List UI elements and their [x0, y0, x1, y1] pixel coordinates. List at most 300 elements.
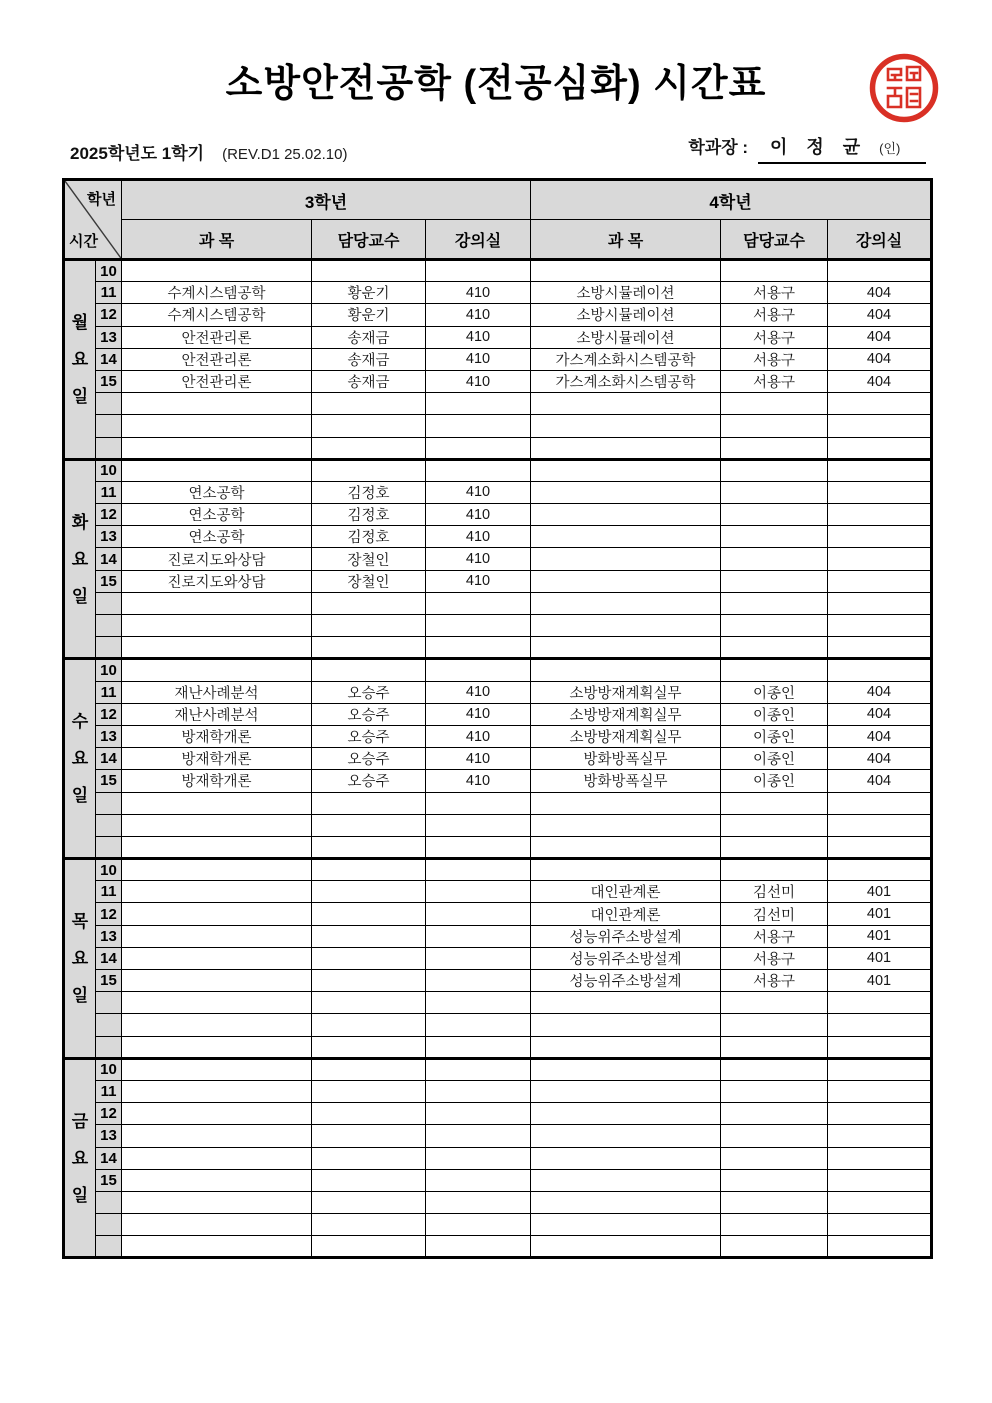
subject-cell — [122, 814, 312, 836]
subject-cell: 안전관리론 — [122, 326, 312, 348]
room-cell — [426, 1236, 531, 1258]
time-cell: 13 — [96, 526, 122, 548]
time-cell: 14 — [96, 548, 122, 570]
room-cell — [426, 1214, 531, 1236]
table-row — [64, 1214, 932, 1236]
room-cell: 404 — [828, 725, 932, 747]
subject-cell — [122, 459, 312, 481]
professor-cell — [721, 1169, 828, 1191]
table-row — [64, 725, 932, 747]
room-cell: 410 — [426, 548, 531, 570]
subject-cell — [531, 504, 721, 526]
table-row — [64, 437, 932, 459]
room-cell — [426, 1058, 531, 1080]
col-header-subject-4: 과 목 — [531, 220, 721, 260]
subject-cell — [531, 1014, 721, 1036]
subject-cell — [122, 792, 312, 814]
subject-cell: 진로지도와상담 — [122, 548, 312, 570]
table-row — [64, 859, 932, 881]
room-cell — [828, 792, 932, 814]
time-cell: 15 — [96, 1169, 122, 1191]
col-header-room-3: 강의실 — [426, 220, 531, 260]
room-cell: 410 — [426, 703, 531, 725]
professor-cell: 송재금 — [312, 348, 426, 370]
subject-cell — [122, 415, 312, 437]
time-cell: 15 — [96, 970, 122, 992]
professor-cell: 서용구 — [721, 970, 828, 992]
subject-cell — [531, 836, 721, 858]
professor-cell: 이종인 — [721, 748, 828, 770]
table-row — [64, 881, 932, 903]
professor-cell — [312, 947, 426, 969]
subject-cell: 재난사례분석 — [122, 681, 312, 703]
room-cell — [426, 925, 531, 947]
time-cell: 13 — [96, 725, 122, 747]
subject-cell — [531, 260, 721, 282]
table-row — [64, 1014, 932, 1036]
room-cell: 410 — [426, 681, 531, 703]
professor-cell: 오승주 — [312, 748, 426, 770]
professor-cell — [721, 814, 828, 836]
room-cell — [426, 393, 531, 415]
room-cell — [828, 1080, 932, 1102]
room-cell: 410 — [426, 326, 531, 348]
room-cell — [426, 881, 531, 903]
room-cell — [426, 814, 531, 836]
subject-cell: 가스계소화시스템공학 — [531, 348, 721, 370]
room-cell — [828, 592, 932, 614]
time-cell: 12 — [96, 703, 122, 725]
subject-cell — [531, 1125, 721, 1147]
room-cell — [426, 859, 531, 881]
professor-cell — [721, 1236, 828, 1258]
professor-cell: 오승주 — [312, 681, 426, 703]
room-cell: 410 — [426, 725, 531, 747]
professor-cell — [312, 637, 426, 659]
time-cell: 14 — [96, 947, 122, 969]
room-cell — [426, 792, 531, 814]
room-cell — [426, 1125, 531, 1147]
seal-placeholder-text: (인) — [879, 141, 901, 156]
professor-cell — [312, 1125, 426, 1147]
professor-cell — [312, 1103, 426, 1125]
time-cell: 10 — [96, 659, 122, 681]
professor-cell — [721, 1058, 828, 1080]
day-block-3 — [64, 859, 932, 1059]
table-row — [64, 1236, 932, 1258]
time-cell — [96, 592, 122, 614]
professor-cell — [312, 992, 426, 1014]
room-cell: 404 — [828, 348, 932, 370]
table-row — [64, 393, 932, 415]
room-cell: 404 — [828, 326, 932, 348]
room-cell: 404 — [828, 748, 932, 770]
subject-cell: 수계시스템공학 — [122, 282, 312, 304]
approver-title: 학과장 : — [688, 138, 748, 157]
time-cell: 13 — [96, 925, 122, 947]
table-row — [64, 260, 932, 282]
table-row — [64, 370, 932, 392]
room-cell — [828, 1058, 932, 1080]
room-cell — [426, 992, 531, 1014]
room-cell — [828, 859, 932, 881]
subject-cell: 방화방폭실무 — [531, 770, 721, 792]
room-cell: 401 — [828, 947, 932, 969]
room-cell: 410 — [426, 570, 531, 592]
room-cell: 410 — [426, 370, 531, 392]
professor-cell — [312, 1036, 426, 1058]
professor-cell — [312, 1214, 426, 1236]
time-cell: 11 — [96, 681, 122, 703]
subject-cell — [122, 925, 312, 947]
time-cell — [96, 992, 122, 1014]
subject-cell: 소방시뮬레이션 — [531, 304, 721, 326]
room-cell: 404 — [828, 703, 932, 725]
subject-cell — [122, 836, 312, 858]
room-cell — [426, 1080, 531, 1102]
professor-cell — [721, 437, 828, 459]
semester-label: 2025학년도 1학기 — [70, 144, 205, 163]
subject-cell — [122, 970, 312, 992]
subject-cell: 연소공학 — [122, 481, 312, 503]
subject-cell — [531, 992, 721, 1014]
subject-cell — [122, 437, 312, 459]
subject-cell — [122, 1014, 312, 1036]
professor-cell — [721, 481, 828, 503]
subject-cell — [122, 1236, 312, 1258]
table-row — [64, 659, 932, 681]
professor-cell — [312, 1147, 426, 1169]
day-label: 화 요 일 — [64, 459, 96, 659]
table-row — [64, 814, 932, 836]
time-cell — [96, 1214, 122, 1236]
table-row — [64, 792, 932, 814]
document-page — [62, 0, 930, 1259]
subject-cell — [122, 393, 312, 415]
room-cell: 410 — [426, 504, 531, 526]
table-row — [64, 592, 932, 614]
subject-cell: 소방방재계획실무 — [531, 681, 721, 703]
room-cell — [828, 814, 932, 836]
subject-cell — [122, 859, 312, 881]
subject-cell: 성능위주소방설계 — [531, 947, 721, 969]
time-cell — [96, 1236, 122, 1258]
approver-block — [688, 133, 928, 164]
room-cell — [426, 1191, 531, 1213]
subject-cell — [531, 526, 721, 548]
subject-cell: 대인관계론 — [531, 903, 721, 925]
time-cell: 11 — [96, 481, 122, 503]
time-cell — [96, 393, 122, 415]
room-cell — [828, 548, 932, 570]
room-cell: 410 — [426, 481, 531, 503]
professor-cell — [721, 592, 828, 614]
room-cell — [828, 1036, 932, 1058]
professor-cell: 장철인 — [312, 548, 426, 570]
professor-cell — [721, 637, 828, 659]
table-row — [64, 548, 932, 570]
table-row — [64, 992, 932, 1014]
revision-label: (REV.D1 25.02.10) — [222, 146, 348, 163]
time-cell — [96, 836, 122, 858]
room-cell — [828, 1125, 932, 1147]
day-label: 월 요 일 — [64, 260, 96, 460]
room-cell — [828, 637, 932, 659]
room-cell — [426, 637, 531, 659]
table-row — [64, 1169, 932, 1191]
subject-cell — [531, 570, 721, 592]
professor-cell — [312, 260, 426, 282]
room-cell: 404 — [828, 282, 932, 304]
professor-cell: 이종인 — [721, 725, 828, 747]
subject-cell: 소방시뮬레이션 — [531, 326, 721, 348]
subject-cell — [531, 393, 721, 415]
subject-cell — [531, 437, 721, 459]
table-row — [64, 947, 932, 969]
room-cell: 404 — [828, 304, 932, 326]
subject-cell — [122, 615, 312, 637]
subject-cell — [122, 1147, 312, 1169]
professor-cell — [721, 260, 828, 282]
professor-cell — [721, 1014, 828, 1036]
time-cell — [96, 415, 122, 437]
subject-cell — [122, 881, 312, 903]
professor-cell — [312, 836, 426, 858]
time-cell: 15 — [96, 570, 122, 592]
professor-cell — [721, 1191, 828, 1213]
room-cell — [828, 526, 932, 548]
subject-cell: 방화방폭실무 — [531, 748, 721, 770]
subject-cell: 방재학개론 — [122, 725, 312, 747]
subject-cell — [531, 615, 721, 637]
professor-cell — [312, 1236, 426, 1258]
timetable-header — [64, 180, 932, 260]
room-cell — [828, 1103, 932, 1125]
subject-cell — [531, 1036, 721, 1058]
room-cell: 401 — [828, 903, 932, 925]
table-row — [64, 415, 932, 437]
room-cell: 410 — [426, 348, 531, 370]
room-cell — [828, 1214, 932, 1236]
professor-cell — [312, 437, 426, 459]
professor-cell: 서용구 — [721, 326, 828, 348]
room-cell: 401 — [828, 970, 932, 992]
room-cell — [426, 260, 531, 282]
professor-cell: 오승주 — [312, 725, 426, 747]
table-row — [64, 770, 932, 792]
room-cell — [426, 947, 531, 969]
room-cell — [426, 415, 531, 437]
time-cell: 10 — [96, 859, 122, 881]
col-header-professor-4: 담당교수 — [721, 220, 828, 260]
subject-cell: 안전관리론 — [122, 348, 312, 370]
table-row — [64, 1058, 932, 1080]
subject-cell — [531, 859, 721, 881]
subject-cell: 방재학개론 — [122, 748, 312, 770]
table-row — [64, 348, 932, 370]
professor-cell — [312, 393, 426, 415]
subject-cell — [531, 1191, 721, 1213]
table-row — [64, 459, 932, 481]
subject-cell: 방재학개론 — [122, 770, 312, 792]
subject-cell: 진로지도와상담 — [122, 570, 312, 592]
subject-cell — [122, 637, 312, 659]
professor-cell: 이종인 — [721, 770, 828, 792]
professor-cell — [721, 504, 828, 526]
room-cell — [828, 1169, 932, 1191]
semester-info — [70, 139, 347, 164]
subject-cell — [122, 1103, 312, 1125]
subject-cell: 성능위주소방설계 — [531, 925, 721, 947]
professor-cell — [312, 615, 426, 637]
time-cell — [96, 792, 122, 814]
time-cell: 12 — [96, 504, 122, 526]
day-label: 목 요 일 — [64, 859, 96, 1059]
subject-cell — [531, 1147, 721, 1169]
room-cell — [426, 1036, 531, 1058]
room-cell: 410 — [426, 770, 531, 792]
professor-cell — [312, 814, 426, 836]
time-cell: 11 — [96, 881, 122, 903]
professor-cell: 서용구 — [721, 370, 828, 392]
subject-cell: 소방시뮬레이션 — [531, 282, 721, 304]
col-header-subject-3: 과 목 — [122, 220, 312, 260]
professor-cell — [312, 659, 426, 681]
table-row — [64, 1036, 932, 1058]
professor-cell: 김선미 — [721, 881, 828, 903]
professor-cell — [312, 459, 426, 481]
subject-cell — [531, 792, 721, 814]
time-cell: 14 — [96, 748, 122, 770]
subject-cell — [122, 659, 312, 681]
professor-cell — [721, 1125, 828, 1147]
professor-cell — [312, 970, 426, 992]
room-cell — [426, 1103, 531, 1125]
professor-cell — [312, 1169, 426, 1191]
time-cell — [96, 1191, 122, 1213]
subject-cell — [531, 659, 721, 681]
subject-cell — [531, 481, 721, 503]
professor-cell — [721, 1036, 828, 1058]
subject-cell — [122, 1080, 312, 1102]
room-cell: 410 — [426, 304, 531, 326]
subject-cell — [531, 592, 721, 614]
day-block-1 — [64, 459, 932, 659]
professor-cell: 이종인 — [721, 681, 828, 703]
approver-name: 이 정 균 — [770, 137, 868, 157]
professor-cell — [312, 859, 426, 881]
professor-cell — [721, 992, 828, 1014]
subject-cell — [122, 947, 312, 969]
subject-cell — [122, 992, 312, 1014]
table-row — [64, 1147, 932, 1169]
room-cell — [828, 1236, 932, 1258]
professor-cell: 서용구 — [721, 947, 828, 969]
time-cell: 13 — [96, 326, 122, 348]
professor-cell — [721, 1147, 828, 1169]
professor-cell: 황운기 — [312, 282, 426, 304]
professor-cell — [721, 415, 828, 437]
room-cell — [426, 659, 531, 681]
room-cell — [828, 459, 932, 481]
time-cell: 12 — [96, 903, 122, 925]
subject-cell — [531, 1058, 721, 1080]
day-label: 수 요 일 — [64, 659, 96, 859]
room-cell — [828, 504, 932, 526]
col-header-room-4: 강의실 — [828, 220, 932, 260]
table-row — [64, 304, 932, 326]
time-cell — [96, 437, 122, 459]
subject-cell — [122, 1036, 312, 1058]
meta-row — [70, 133, 928, 164]
room-cell: 401 — [828, 925, 932, 947]
professor-cell: 서용구 — [721, 348, 828, 370]
table-row — [64, 925, 932, 947]
professor-cell: 김선미 — [721, 903, 828, 925]
professor-cell — [312, 792, 426, 814]
professor-cell — [721, 570, 828, 592]
day-block-4 — [64, 1058, 932, 1258]
room-cell — [426, 1147, 531, 1169]
subject-cell: 연소공학 — [122, 526, 312, 548]
room-cell — [828, 1147, 932, 1169]
professor-cell — [721, 859, 828, 881]
subject-cell: 성능위주소방설계 — [531, 970, 721, 992]
professor-cell — [721, 459, 828, 481]
room-cell — [426, 615, 531, 637]
professor-cell — [312, 1014, 426, 1036]
professor-cell: 오승주 — [312, 703, 426, 725]
professor-cell: 송재금 — [312, 326, 426, 348]
room-cell: 404 — [828, 770, 932, 792]
col-header-professor-3: 담당교수 — [312, 220, 426, 260]
time-cell: 12 — [96, 304, 122, 326]
subject-cell: 안전관리론 — [122, 370, 312, 392]
time-cell: 12 — [96, 1103, 122, 1125]
room-cell — [828, 393, 932, 415]
subject-cell — [531, 814, 721, 836]
table-row — [64, 1125, 932, 1147]
table-row — [64, 836, 932, 858]
professor-cell — [312, 881, 426, 903]
time-cell: 13 — [96, 1125, 122, 1147]
table-row — [64, 1103, 932, 1125]
table-row — [64, 703, 932, 725]
subject-cell: 가스계소화시스템공학 — [531, 370, 721, 392]
subject-cell — [122, 903, 312, 925]
subject-cell: 재난사례분석 — [122, 703, 312, 725]
subject-cell — [122, 260, 312, 282]
subject-cell — [122, 1058, 312, 1080]
page-title: 소방안전공학 (전공심화) 시간표 — [225, 63, 767, 105]
grade-header-3: 3학년 — [122, 180, 531, 220]
professor-cell — [721, 548, 828, 570]
professor-cell — [312, 592, 426, 614]
professor-cell — [721, 1080, 828, 1102]
subject-cell — [531, 548, 721, 570]
room-cell — [426, 459, 531, 481]
subject-cell: 소방방재계획실무 — [531, 703, 721, 725]
table-row — [64, 526, 932, 548]
subject-cell — [531, 1103, 721, 1125]
professor-cell: 황운기 — [312, 304, 426, 326]
table-row — [64, 637, 932, 659]
room-cell — [828, 615, 932, 637]
room-cell — [828, 1014, 932, 1036]
professor-cell — [721, 836, 828, 858]
room-cell — [828, 260, 932, 282]
table-row — [64, 570, 932, 592]
